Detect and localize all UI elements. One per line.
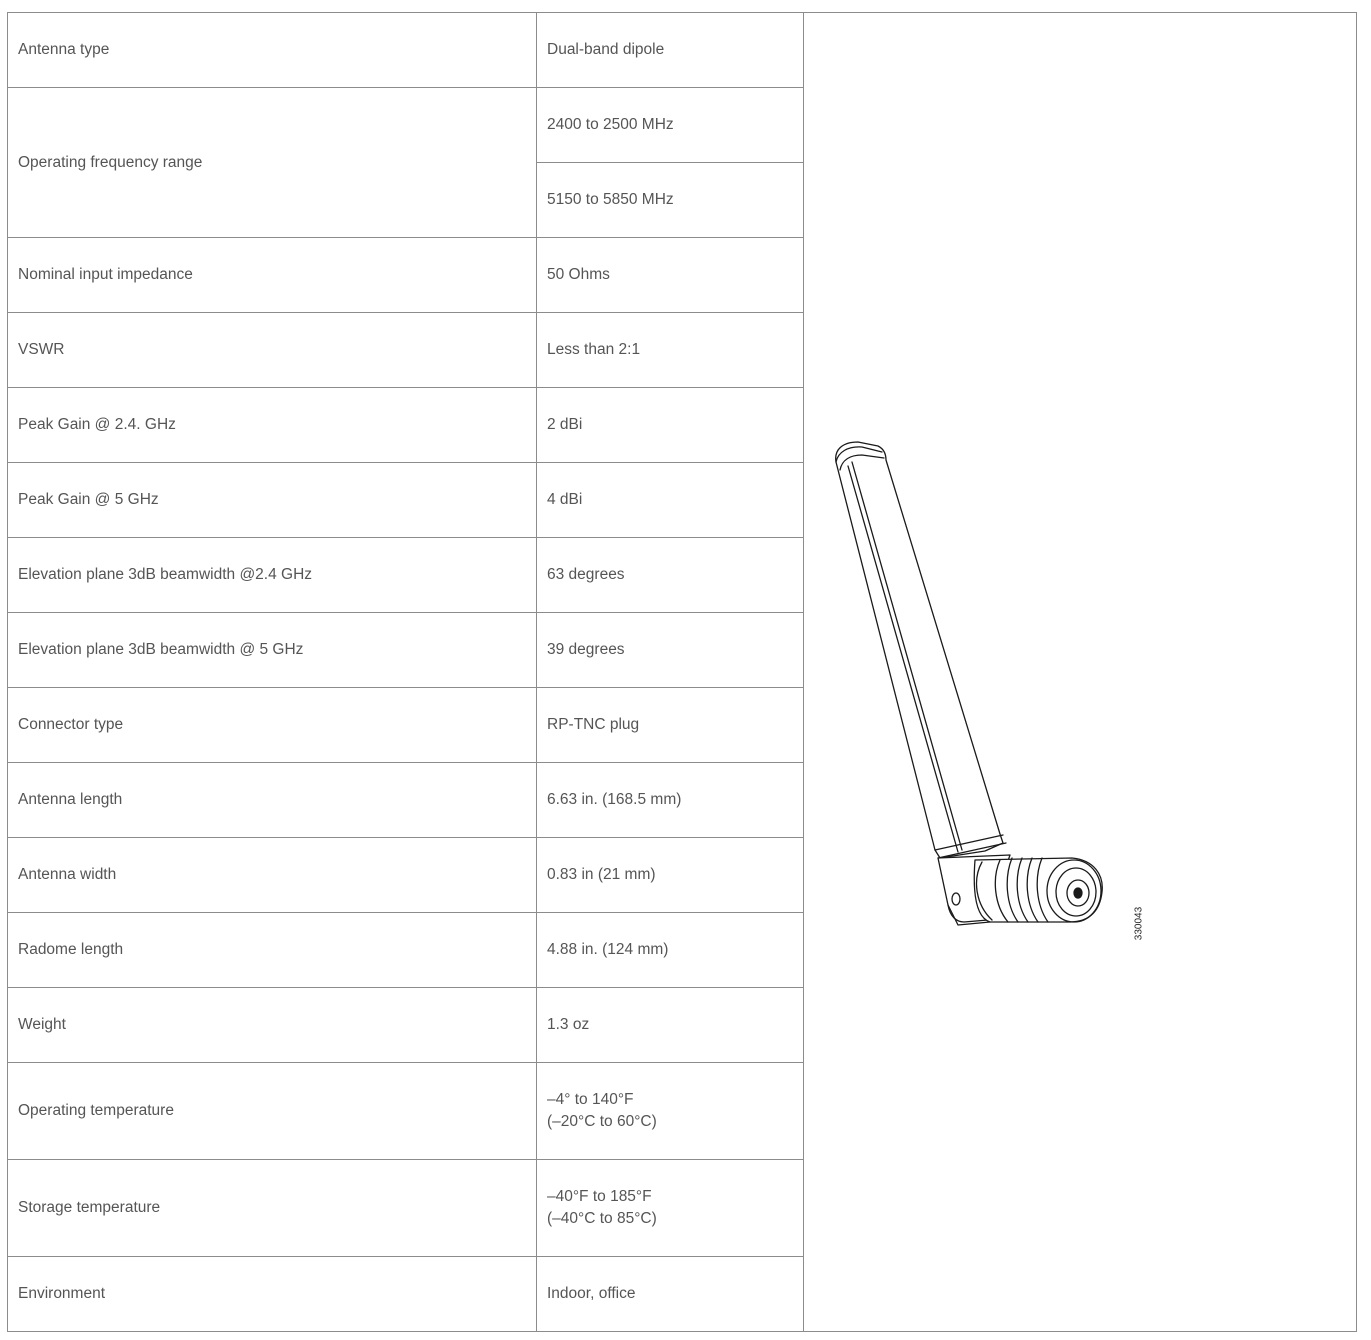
spec-value: 6.63 in. (168.5 mm): [537, 763, 804, 838]
spec-label: Operating temperature: [8, 1063, 537, 1160]
table-row: [8, 913, 804, 988]
spec-value: 50 Ohms: [537, 238, 804, 313]
table-row: [8, 688, 804, 763]
table-row: [8, 13, 804, 88]
spec-value: 2400 to 2500 MHz: [537, 88, 804, 163]
table-row: [8, 313, 804, 388]
spec-value: Dual-band dipole: [537, 13, 804, 88]
spec-label: VSWR: [8, 313, 537, 388]
spec-label: Storage temperature: [8, 1160, 537, 1257]
spec-label: Weight: [8, 988, 537, 1063]
table-row: [8, 1160, 804, 1257]
spec-value: 4 dBi: [537, 463, 804, 538]
spec-label: Antenna type: [8, 13, 537, 88]
spec-label: Environment: [8, 1257, 537, 1332]
spec-value: Indoor, office: [537, 1257, 804, 1332]
value-line: –4° to 140°F: [547, 1091, 634, 1108]
dipole-antenna-illustration-icon: [803, 12, 1357, 1332]
spec-label: Peak Gain @ 5 GHz: [8, 463, 537, 538]
table-row: [8, 388, 804, 463]
spec-value: 63 degrees: [537, 538, 804, 613]
spec-value: [537, 1160, 804, 1257]
spec-label: Nominal input impedance: [8, 238, 537, 313]
spec-label: Antenna length: [8, 763, 537, 838]
spec-label: Peak Gain @ 2.4. GHz: [8, 388, 537, 463]
spec-value: 39 degrees: [537, 613, 804, 688]
table-row: [8, 238, 804, 313]
value-line: –40°F to 185°F: [547, 1188, 652, 1205]
table-row: [8, 988, 804, 1063]
antenna-spec-table: [7, 12, 804, 1332]
table-row: [8, 838, 804, 913]
table-row: [8, 1063, 804, 1160]
spec-value: [537, 1063, 804, 1160]
value-line: (–40°C to 85°C): [547, 1210, 657, 1227]
spec-value: 0.83 in (21 mm): [537, 838, 804, 913]
spec-label: Operating frequency range: [8, 88, 537, 238]
spec-value: 2 dBi: [537, 388, 804, 463]
spec-label: Connector type: [8, 688, 537, 763]
table-row: [8, 463, 804, 538]
spec-value: 4.88 in. (124 mm): [537, 913, 804, 988]
spec-label: Radome length: [8, 913, 537, 988]
table-row: [8, 88, 804, 163]
table-row: [8, 538, 804, 613]
table-row: [8, 613, 804, 688]
spec-label: Elevation plane 3dB beamwidth @2.4 GHz: [8, 538, 537, 613]
spec-value: RP-TNC plug: [537, 688, 804, 763]
spec-label: Antenna width: [8, 838, 537, 913]
spec-value: 5150 to 5850 MHz: [537, 163, 804, 238]
spec-value: 1.3 oz: [537, 988, 804, 1063]
value-line: (–20°C to 60°C): [547, 1113, 657, 1130]
figure-id-label: 330043: [1133, 906, 1145, 941]
antenna-image-panel: [803, 12, 1357, 1332]
spec-value: Less than 2:1: [537, 313, 804, 388]
spec-label: Elevation plane 3dB beamwidth @ 5 GHz: [8, 613, 537, 688]
table-row: [8, 763, 804, 838]
table-row: [8, 1257, 804, 1332]
